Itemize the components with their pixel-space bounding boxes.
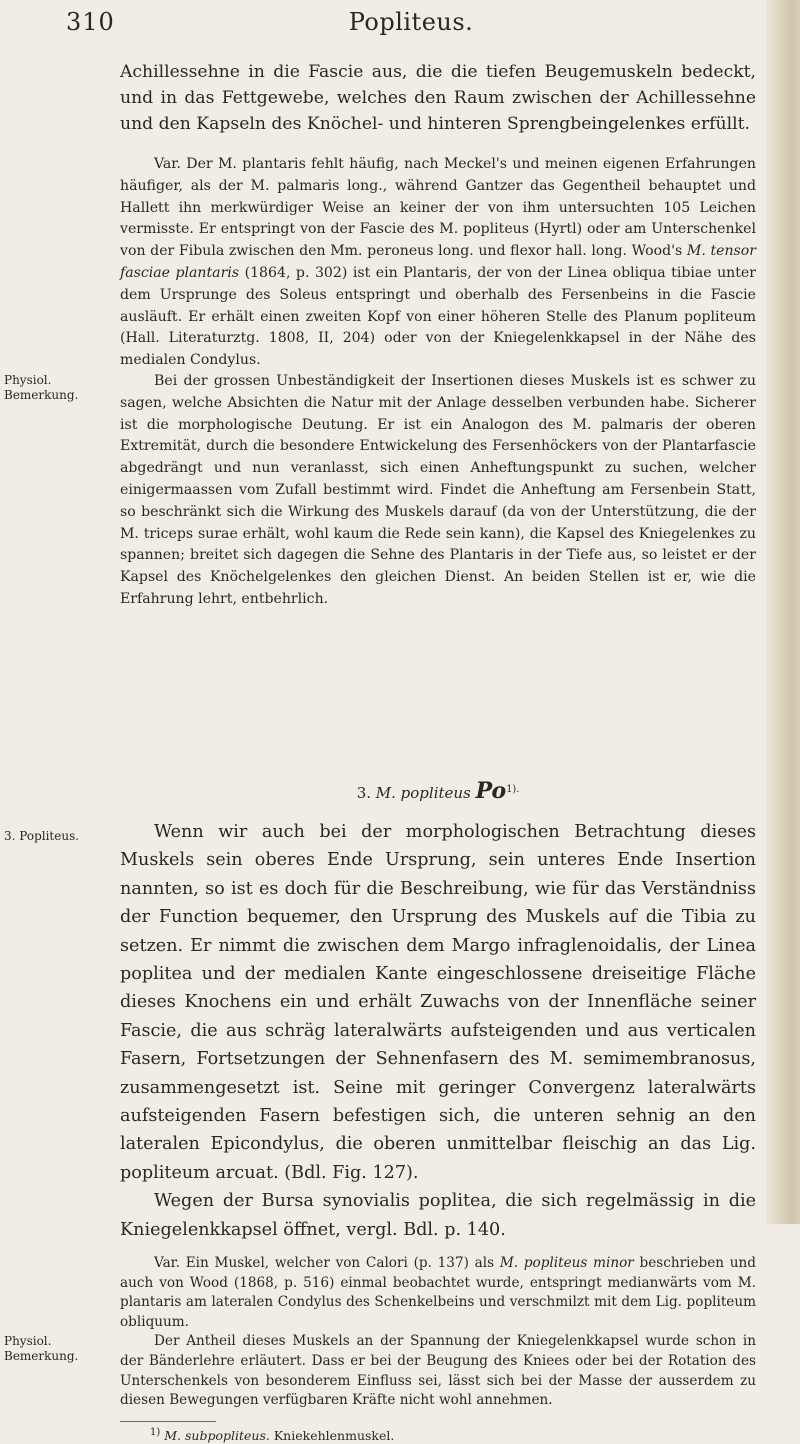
- var-plantaris-paragraph-2: Bei der grossen Unbeständigkeit der Insertionen dieses Muskels ist es schwer zu sagen, welche Absichten die Natur mit der Anlage desselben verbunden habe. Sicherer ist die morphologische Deutung. Er ist ein Analogon des M. palmaris der oberen Extremität, durch die besondere Entwickelung des Fersenhöckers von der Plantarfascie abgedrängt und nun veranlasst, sich einen Anheftungspunkt zu suchen, welcher einigermaassen vom Zufall bestimmt wird. Findet die Anheftung am Fersenbein Statt, so beschränkt sich die Wirkung des Muskels darauf (da von der Unterstützung, die der M. triceps surae erhält, wohl kaum die Rede sein kann), die Kapsel des Kniegelenkes zu spannen; breitet sich dagegen die Sehne des Plantaris in der Tiefe aus, so leistet er der Kapsel des Knöchelgelenkes den gleichen Dienst. An beiden Stellen ist er, wie die Erfahrung lehrt, entbehrlich.: [120, 373, 756, 607]
- var-popliteus-paragraph-2: Der Antheil dieses Muskels an der Spannung der Kniegelenkkapsel wurde schon in der Bänderlehre erläutert. Dass er bei der Beugung des Kniees oder bei der Rotation des Unterschenkels von besonderem Einfluss sei, lässt sich bei der Masse der ausserdem zu diesen Bewegungen verfügbaren Kräfte nicht wohl annehmen.: [120, 1333, 756, 1409]
- footnote-rule: [120, 1421, 216, 1422]
- section-heading: 3. M. popliteus $Po^{1).}$: [356, 778, 520, 804]
- footnote-reference: 1).: [506, 784, 520, 795]
- popliteus-paragraph-1: Wenn wir auch bei der morphologischen Betrachtung dieses Muskels sein oberes Ende Ursprung, sein unteres Ende Insertion nannten, so ist es doch für die Beschreibung, wie für das Verständniss der Function bequemer, den Ursprung des Muskels auf die Tibia zu setzen. Er nimmt die zwischen dem Margo infraglenoidalis, der Linea poplitea und der medialen Kante eingeschlossene dreiseitige Fläche dieses Knochens ein und erhält Zuwachs von der Innenfläche seiner Fascie, die aus schräg lateralwärts aufsteigenden und aus verticalen Fasern, Fortsetzungen der Sehnenfasern des M. semimembranosus, zusammengesetzt ist. Seine mit geringer Convergenz lateralwärts aufsteigenden Fasern befestigen sich, die unteren sehnig an den lateralen Epicondylus, die oberen unmittelbar fleischig an das Lig. popliteum arcuat. (Bdl. Fig. 127).: [120, 822, 756, 1183]
- margin-note-physiol-2: Physiol. Bemerkung.: [4, 1334, 79, 1363]
- var-plantaris-paragraph-1: Var. Der M. plantaris fehlt häufig, nach Meckel's und meinen eigenen Erfahrungen häufiger, als der M. palmaris long., während Gantzer das Gegentheil behauptet und Hallett ihn merkwürdiger Weise an keiner der von ihm untersuchten 105 Leichen vermisste. Er entspringt von der Fascie des M. popliteus (Hyrtl) oder am Unterschenkel von der Fibula zwischen den Mm. peroneus long. und flexor hall. long. Wood's M. tensor fasciae plantaris (1864, p. 302) ist ein Plantaris, der von der Linea obliqua tibiae unter dem Ursprunge des Soleus entspringt und oberhalb des Fersenbeins in die Fascie ausläuft. Er erhält einen zweiten Kopf von einer höheren Stelle des Planum popliteum (Hall. Literaturztg. 1808, II, 204) oder von der Kniegelenkkapsel in der Nähe des medialen Condylus.: [120, 156, 757, 369]
- running-title: Popliteus.: [348, 8, 474, 36]
- section-abbreviation: Po: [475, 778, 507, 804]
- lower-section: [120, 818, 756, 1411]
- page-header: [66, 8, 756, 48]
- margin-note-popliteus: 3. Popliteus.: [4, 829, 80, 843]
- page-edge-shadow: [766, 0, 800, 1224]
- intro-paragraph: Achillessehne in die Fascie aus, die die tiefen Beugemuskeln bedeckt, und in das Fettgewebe, welches den Raum zwischen der Achillessehne und den Kapseln des Knöchel- und hinteren Sprengbeingelenkes erfüllt.: [120, 62, 756, 134]
- var-popliteus-paragraph-1: Var. Ein Muskel, welcher von Calori (p. 137) als M. popliteus minor beschrieben und auch von Wood (1868, p. 516) einmal beobachtet wurde, entspringt medianwärts vom M. plantaris am lateralen Condylus des Schenkelbeins und verschmilzt mit dem Lig. popliteum obliquum.: [120, 1255, 756, 1330]
- popliteus-paragraph-2: Wegen der Bursa synovialis poplitea, die sich regelmässig in die Kniegelenkkapsel öffnet, vergl. Bdl. p. 140.: [120, 1191, 756, 1240]
- margin-note-physiol-1: Physiol. Bemerkung.: [4, 373, 79, 402]
- page-number: 310: [66, 8, 115, 36]
- footnote: $^{1)}$ M. subpopliteus. Kniekehlenmuskel.: [150, 1427, 395, 1444]
